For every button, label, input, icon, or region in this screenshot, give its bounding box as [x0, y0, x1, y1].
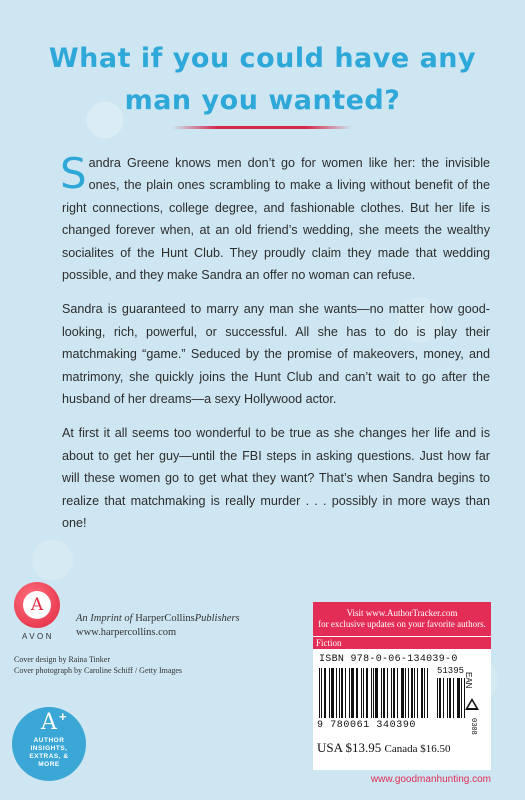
- barcode-panel: [313, 602, 491, 770]
- isbn-text: ISBN 978-0-06-134039-0: [319, 654, 458, 665]
- barcode-bar: [381, 668, 382, 718]
- barcode-bar: [453, 678, 454, 718]
- barcode-bar: [375, 668, 378, 718]
- barcode-bar: [427, 668, 428, 718]
- barcode-bar: [391, 668, 392, 718]
- avon-logo: [14, 582, 60, 628]
- synopsis-paragraph-3: At first it all seems too wonderful to be true as she changes her life and is about to get her guy—until the FBI steps in asking questions. Just how far will these women go to get what they want? That’s when Sandra begins to realize that matchmaking is really murder . . . possibly in more ways than one!: [62, 426, 490, 531]
- avon-logo-letter: A: [23, 591, 51, 619]
- barcode-bar: [356, 668, 358, 718]
- barcode-bar: [366, 668, 368, 718]
- barcode-bar: [421, 668, 423, 718]
- barcode-bar: [319, 668, 320, 718]
- cover-credits: [14, 654, 182, 676]
- barcode-bar: [351, 668, 354, 718]
- barcode-bar: [373, 668, 374, 718]
- headline-line-1: What if you could have any: [48, 43, 477, 74]
- drop-cap: S: [60, 149, 87, 198]
- barcode-bar: [383, 668, 385, 718]
- barcode-bar: [324, 668, 326, 718]
- plus-icon: +: [59, 709, 67, 724]
- barcode-bar: [336, 668, 337, 718]
- design-credit: Cover design by Raina Tinker: [14, 655, 110, 664]
- barcode-digits: 9 780061 340390: [317, 720, 417, 731]
- avon-wordmark: AVON: [21, 632, 55, 641]
- headline: [0, 38, 525, 122]
- category-label: Fiction: [313, 636, 491, 649]
- barcode-bar: [447, 678, 448, 718]
- barcode-bar: [457, 678, 460, 718]
- headline-divider: [172, 126, 352, 129]
- barcode-bar: [331, 668, 334, 718]
- barcode-bar: [414, 668, 415, 718]
- barcode-bar: [439, 678, 441, 718]
- barcode-bar: [341, 668, 343, 718]
- imprint-line: An Imprint of HarperCollinsPublishers: [76, 613, 240, 624]
- barcode-bar: [363, 668, 364, 718]
- price-addon-digits: 51395: [437, 666, 465, 676]
- aplus-text: AUTHOR INSIGHTS, EXTRAS, & MORE: [29, 737, 69, 768]
- barcode-bar: [401, 668, 404, 718]
- imprint: [76, 612, 240, 640]
- author-plus-badge: [12, 707, 86, 781]
- barcode-bar: [437, 678, 438, 718]
- book-website-link[interactable]: www.goodmanhunting.com: [370, 774, 491, 785]
- ean-label: EAN: [464, 672, 473, 689]
- vertical-code: 0308: [469, 718, 477, 735]
- price-usa: USA $13.95: [317, 740, 382, 755]
- barcode-bar: [397, 668, 398, 718]
- publisher-website[interactable]: www.harpercollins.com: [76, 627, 177, 638]
- photo-credit: Cover photograph by Caroline Schiff / Getty Images: [14, 666, 183, 675]
- barcode-bar: [461, 678, 462, 718]
- headline-line-2: man you wanted?: [124, 85, 401, 116]
- barcode-bar: [405, 668, 406, 718]
- synopsis: [60, 149, 490, 547]
- barcode-bar: [393, 668, 395, 718]
- barcode-bar: [387, 668, 388, 718]
- barcode-bar: [443, 678, 444, 718]
- barcode-bar: [361, 668, 362, 718]
- barcode-bar: [411, 668, 413, 718]
- barcode-bar: [408, 668, 409, 718]
- price-line: [317, 740, 451, 756]
- barcode-bar: [349, 668, 350, 718]
- barcode-icon: [319, 668, 431, 718]
- aplus-mark: A: [41, 710, 57, 735]
- paragraph-1-text: andra Greene knows men don’t go for women like her: the invisible ones, the plain ones scrambling to make a living without benefit of the right connections, college degree, and fashionable clothes. But her life is changed forever when, at an old friend’s wedding, she meets the wealthy socialites of the Hunt Club. They proudly claim they made that wedding possible, and they make Sandra an offer no woman can refuse.: [62, 156, 490, 283]
- barcode-bar: [371, 668, 372, 718]
- barcode-bar: [424, 668, 425, 718]
- barcode-bar: [329, 668, 330, 718]
- arrow-up-icon: [465, 698, 479, 710]
- synopsis-paragraph-1: [60, 149, 490, 286]
- barcode-bar: [321, 668, 322, 718]
- barcode-bar: [417, 668, 418, 718]
- price-canada: Canada $16.50: [384, 743, 451, 755]
- barcode-bar: [339, 668, 340, 718]
- synopsis-paragraph-2: Sandra is guaranteed to marry any man she wants—no matter how good-looking, rich, powerful, or successful. All she has to do is play their matchmaking “game.” Seduced by the promise of makeovers, money, and matrimony, she quickly joins the Hunt Club and can’t wait to go after the husband of her dreams—a sexy Hollywood actor.: [62, 302, 490, 407]
- author-tracker-banner: Visit www.AuthorTracker.com for exclusive updates on your favorite authors.: [313, 602, 491, 636]
- barcode-bar: [345, 668, 346, 718]
- barcode-bar: [449, 678, 451, 718]
